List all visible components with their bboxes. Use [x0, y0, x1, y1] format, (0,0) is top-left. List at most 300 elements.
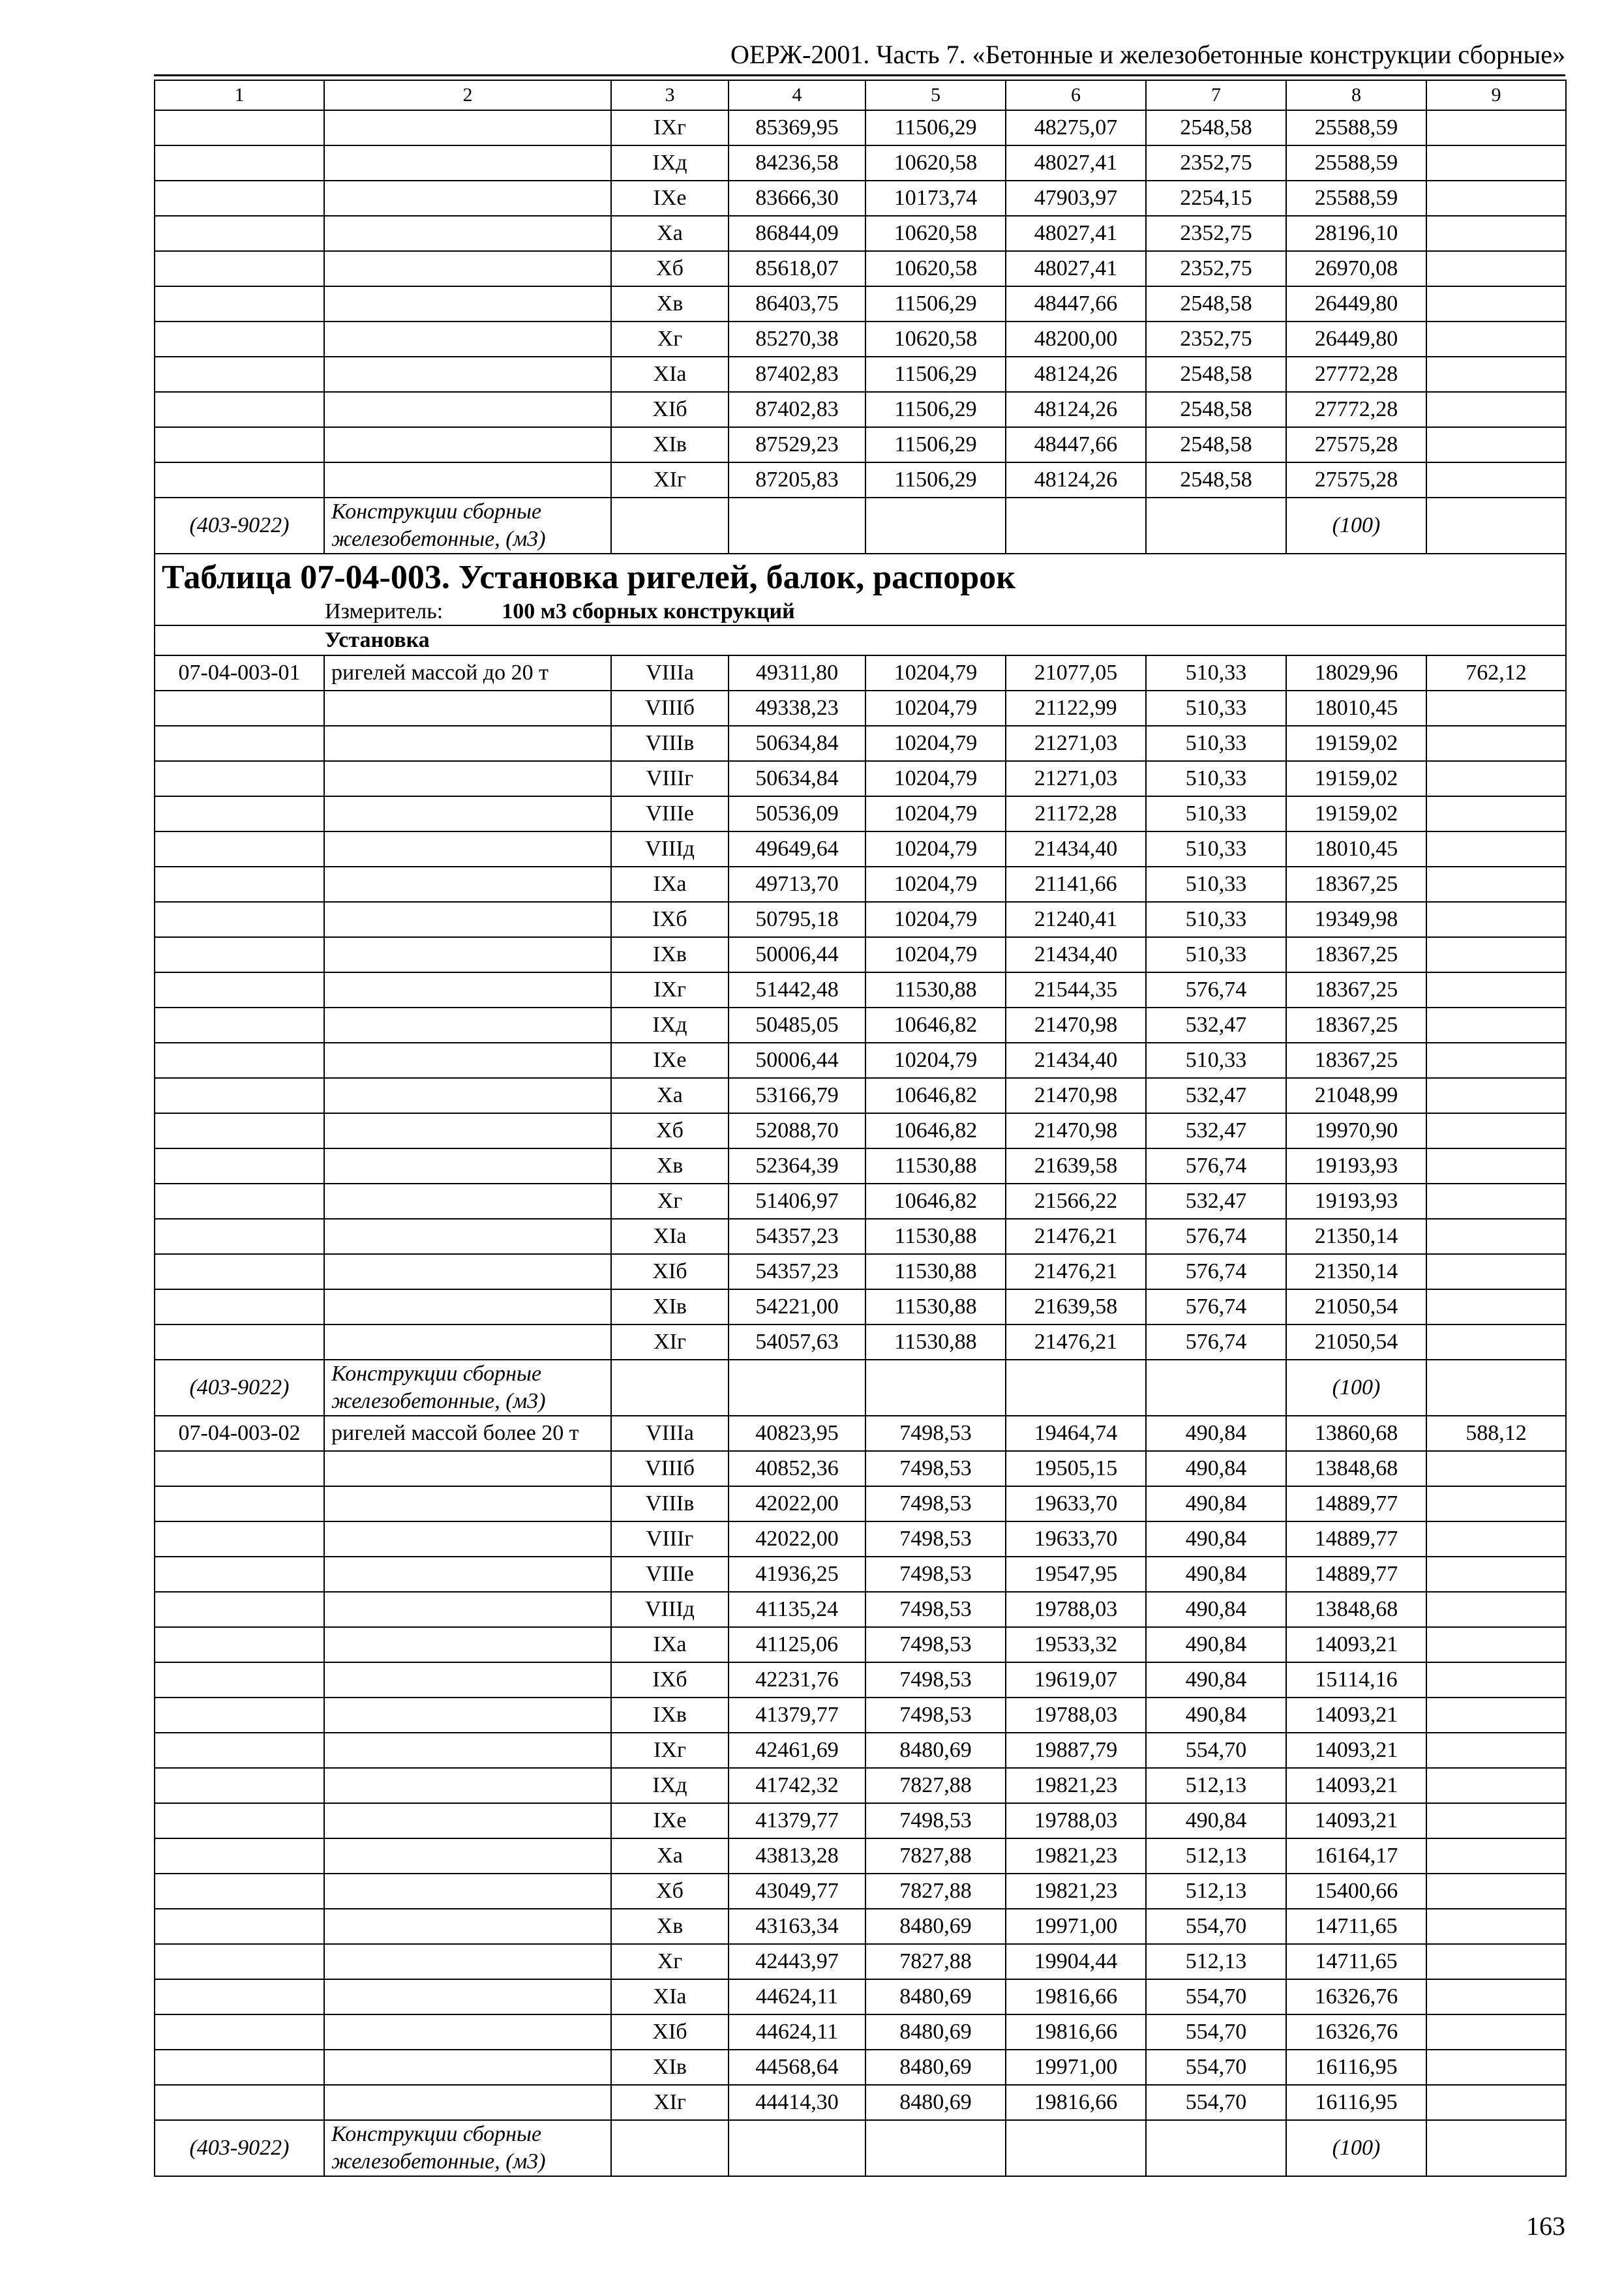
cost-value: 19887,79	[1006, 1733, 1146, 1768]
cost-value: 25588,59	[1286, 181, 1426, 216]
cost-value: 19788,03	[1006, 1698, 1146, 1733]
labor-value	[1426, 1148, 1566, 1184]
cost-value: 43813,28	[729, 1838, 865, 1874]
resource-description	[324, 1360, 611, 1416]
cost-value: 54057,63	[729, 1324, 865, 1360]
cost-value: 10646,82	[865, 1008, 1006, 1043]
cost-value: 490,84	[1146, 1592, 1286, 1627]
cost-value: 86403,75	[729, 286, 865, 322]
table-row	[155, 1557, 1566, 1592]
cost-value: 576,74	[1146, 1324, 1286, 1360]
cost-value: 512,13	[1146, 1838, 1286, 1874]
rate-description	[324, 251, 611, 286]
zone-code: VIIIв	[611, 726, 729, 761]
cost-value: 11506,29	[865, 427, 1006, 462]
cost-value: 18367,25	[1286, 1043, 1426, 1078]
cost-value: 27772,28	[1286, 392, 1426, 427]
empty-cell	[611, 498, 729, 554]
cost-value: 14889,77	[1286, 1521, 1426, 1557]
rate-code	[155, 1909, 324, 1944]
table-row	[155, 867, 1566, 902]
cost-value: 25588,59	[1286, 145, 1426, 181]
cost-value: 42022,00	[729, 1486, 865, 1521]
rate-description	[324, 937, 611, 972]
labor-value	[1426, 1557, 1566, 1592]
cost-value: 48124,26	[1006, 357, 1146, 392]
cost-value: 532,47	[1146, 1008, 1286, 1043]
cost-value: 19821,23	[1006, 1874, 1146, 1909]
cost-value: 490,84	[1146, 1803, 1286, 1838]
labor-value	[1426, 1979, 1566, 2014]
cost-value: 87402,83	[729, 392, 865, 427]
cost-value: 85618,07	[729, 251, 865, 286]
zone-code: Xг	[611, 322, 729, 357]
rate-description: ригелей массой до 20 т	[324, 655, 611, 691]
cost-value: 48275,07	[1006, 110, 1146, 145]
cost-value: 10204,79	[865, 867, 1006, 902]
labor-value	[1426, 1662, 1566, 1698]
cost-value: 2352,75	[1146, 322, 1286, 357]
cost-value: 48200,00	[1006, 322, 1146, 357]
rate-description	[324, 1078, 611, 1113]
rate-description	[324, 1662, 611, 1698]
rate-code	[155, 1219, 324, 1254]
cost-value: 41135,24	[729, 1592, 865, 1627]
cost-value: 11506,29	[865, 392, 1006, 427]
cost-value: 51406,97	[729, 1184, 865, 1219]
cost-value: 19159,02	[1286, 796, 1426, 831]
zone-code: XIг	[611, 462, 729, 498]
rate-code	[155, 1008, 324, 1043]
cost-value: 19821,23	[1006, 1768, 1146, 1803]
cost-value: 27575,28	[1286, 462, 1426, 498]
cost-value: 532,47	[1146, 1113, 1286, 1148]
cost-value: 21077,05	[1006, 655, 1146, 691]
table-row	[155, 392, 1566, 427]
table-row	[155, 2050, 1566, 2085]
cost-value: 21350,14	[1286, 1254, 1426, 1289]
cost-value: 16164,17	[1286, 1838, 1426, 1874]
zone-code: IXд	[611, 1768, 729, 1803]
labor-value	[1426, 357, 1566, 392]
cost-value: 8480,69	[865, 1979, 1006, 2014]
cost-value: 21434,40	[1006, 1043, 1146, 1078]
cost-value: 10620,58	[865, 145, 1006, 181]
cost-value: 8480,69	[865, 2085, 1006, 2120]
labor-value: 588,12	[1426, 1416, 1566, 1451]
cost-value: 41379,77	[729, 1803, 865, 1838]
zone-code: Xа	[611, 1838, 729, 1874]
rate-description	[324, 902, 611, 937]
rate-description	[324, 726, 611, 761]
subsection-title: Установка	[325, 628, 430, 652]
cost-value: 510,33	[1146, 761, 1286, 796]
cost-value: 21476,21	[1006, 1219, 1146, 1254]
table-row	[155, 216, 1566, 251]
resource-footer-row	[155, 1360, 1566, 1416]
cost-value: 15114,16	[1286, 1662, 1426, 1698]
cost-value: 42231,76	[729, 1662, 865, 1698]
cost-value: 21350,14	[1286, 1219, 1426, 1254]
cost-value: 43163,34	[729, 1909, 865, 1944]
labor-value	[1426, 2014, 1566, 2050]
cost-value: 19159,02	[1286, 761, 1426, 796]
table-row	[155, 145, 1566, 181]
table-row	[155, 1113, 1566, 1148]
cost-value: 510,33	[1146, 867, 1286, 902]
table-row	[155, 726, 1566, 761]
cost-value: 2352,75	[1146, 251, 1286, 286]
table-row	[155, 1008, 1566, 1043]
cost-value: 18367,25	[1286, 937, 1426, 972]
cost-value: 54221,00	[729, 1289, 865, 1324]
rate-code	[155, 1113, 324, 1148]
resource-quantity: (100)	[1286, 498, 1426, 554]
cost-value: 27575,28	[1286, 427, 1426, 462]
zone-code: XIа	[611, 357, 729, 392]
zone-code: VIIIд	[611, 831, 729, 867]
labor-value	[1426, 1113, 1566, 1148]
rates-table-body	[155, 80, 1566, 2176]
table-row	[155, 1416, 1566, 1451]
zone-code: IXа	[611, 867, 729, 902]
zone-code: IXд	[611, 145, 729, 181]
cost-value: 44414,30	[729, 2085, 865, 2120]
cost-value: 19904,44	[1006, 1944, 1146, 1979]
section-header	[155, 554, 1566, 625]
table-row	[155, 1043, 1566, 1078]
cost-value: 16116,95	[1286, 2050, 1426, 2085]
cost-value: 21141,66	[1006, 867, 1146, 902]
cost-value: 7827,88	[865, 1874, 1006, 1909]
table-row	[155, 1078, 1566, 1113]
cost-value: 11506,29	[865, 286, 1006, 322]
rate-description	[324, 1909, 611, 1944]
rate-description	[324, 322, 611, 357]
cost-value: 16326,76	[1286, 1979, 1426, 2014]
cost-value: 512,13	[1146, 1874, 1286, 1909]
cost-value: 19821,23	[1006, 1838, 1146, 1874]
cost-value: 510,33	[1146, 691, 1286, 726]
cost-value: 490,84	[1146, 1416, 1286, 1451]
labor-value	[1426, 1627, 1566, 1662]
table-row	[155, 691, 1566, 726]
rate-code	[155, 110, 324, 145]
cost-value: 13860,68	[1286, 1416, 1426, 1451]
subsection-cell	[155, 625, 1566, 655]
resource-desc-line: Конструкции сборные	[331, 1362, 542, 1386]
labor-value	[1426, 2085, 1566, 2120]
cost-value: 83666,30	[729, 181, 865, 216]
rate-code	[155, 691, 324, 726]
table-row	[155, 2085, 1566, 2120]
table-row	[155, 1451, 1566, 1486]
rate-code	[155, 1451, 324, 1486]
rate-description	[324, 1043, 611, 1078]
column-number: 8	[1286, 80, 1426, 110]
cost-value: 490,84	[1146, 1451, 1286, 1486]
rate-description	[324, 796, 611, 831]
table-row	[155, 1184, 1566, 1219]
rate-description	[324, 181, 611, 216]
zone-code: XIг	[611, 1324, 729, 1360]
cost-value: 40823,95	[729, 1416, 865, 1451]
rate-description	[324, 1803, 611, 1838]
table-row	[155, 110, 1566, 145]
cost-value: 49311,80	[729, 655, 865, 691]
cost-value: 19193,93	[1286, 1148, 1426, 1184]
resource-code: (403-9022)	[155, 1360, 324, 1416]
cost-value: 21434,40	[1006, 937, 1146, 972]
table-row	[155, 1148, 1566, 1184]
rate-code	[155, 181, 324, 216]
cost-value: 2548,58	[1146, 286, 1286, 322]
cost-value: 10173,74	[865, 181, 1006, 216]
cost-value: 19970,90	[1286, 1113, 1426, 1148]
labor-value	[1426, 1289, 1566, 1324]
table-row	[155, 462, 1566, 498]
empty-cell	[1426, 2120, 1566, 2176]
resource-desc-line: железобетонные, (м3)	[331, 2149, 546, 2174]
labor-value	[1426, 1838, 1566, 1874]
cost-value: 554,70	[1146, 2085, 1286, 2120]
table-row	[155, 1521, 1566, 1557]
rate-code	[155, 251, 324, 286]
labor-value	[1426, 251, 1566, 286]
cost-value: 13848,68	[1286, 1451, 1426, 1486]
resource-quantity: (100)	[1286, 1360, 1426, 1416]
empty-cell	[1426, 498, 1566, 554]
cost-value: 42443,97	[729, 1944, 865, 1979]
rates-table	[154, 80, 1567, 2177]
table-row	[155, 1803, 1566, 1838]
table-row	[155, 1909, 1566, 1944]
rate-code	[155, 1184, 324, 1219]
cost-value: 490,84	[1146, 1486, 1286, 1521]
cost-value: 14093,21	[1286, 1733, 1426, 1768]
cost-value: 10620,58	[865, 216, 1006, 251]
labor-value	[1426, 427, 1566, 462]
section-header-row	[155, 554, 1566, 625]
cost-value: 7498,53	[865, 1451, 1006, 1486]
cost-value: 10620,58	[865, 251, 1006, 286]
zone-code: XIв	[611, 1289, 729, 1324]
table-row	[155, 357, 1566, 392]
labor-value	[1426, 937, 1566, 972]
rate-description	[324, 1254, 611, 1289]
rate-code	[155, 1733, 324, 1768]
labor-value	[1426, 761, 1566, 796]
rate-code	[155, 462, 324, 498]
rate-code	[155, 1627, 324, 1662]
table-row	[155, 251, 1566, 286]
cost-value: 512,13	[1146, 1944, 1286, 1979]
cost-value: 84236,58	[729, 145, 865, 181]
rate-code	[155, 1557, 324, 1592]
cost-value: 85270,38	[729, 322, 865, 357]
cost-value: 7827,88	[865, 1768, 1006, 1803]
cost-value: 50006,44	[729, 1043, 865, 1078]
rate-code	[155, 902, 324, 937]
cost-value: 15400,66	[1286, 1874, 1426, 1909]
rate-code	[155, 216, 324, 251]
cost-value: 21476,21	[1006, 1324, 1146, 1360]
cost-value: 2548,58	[1146, 392, 1286, 427]
rate-description	[324, 1184, 611, 1219]
cost-value: 26970,08	[1286, 251, 1426, 286]
empty-cell	[1006, 498, 1146, 554]
rate-code	[155, 145, 324, 181]
cost-value: 7498,53	[865, 1803, 1006, 1838]
cost-value: 10204,79	[865, 831, 1006, 867]
zone-code: VIIIг	[611, 761, 729, 796]
cost-value: 11506,29	[865, 110, 1006, 145]
table-row	[155, 1627, 1566, 1662]
rate-code	[155, 937, 324, 972]
empty-cell	[1146, 2120, 1286, 2176]
zone-code: IXб	[611, 1662, 729, 1698]
cost-value: 87205,83	[729, 462, 865, 498]
table-row	[155, 796, 1566, 831]
rate-description	[324, 831, 611, 867]
header-divider	[154, 74, 1565, 76]
cost-value: 554,70	[1146, 2014, 1286, 2050]
cost-value: 21476,21	[1006, 1254, 1146, 1289]
labor-value	[1426, 1768, 1566, 1803]
cost-value: 490,84	[1146, 1557, 1286, 1592]
rate-code	[155, 1078, 324, 1113]
labor-value	[1426, 902, 1566, 937]
labor-value	[1426, 216, 1566, 251]
cost-value: 576,74	[1146, 1254, 1286, 1289]
cost-value: 54357,23	[729, 1254, 865, 1289]
labor-value	[1426, 1184, 1566, 1219]
zone-code: XIв	[611, 2050, 729, 2085]
cost-value: 27772,28	[1286, 357, 1426, 392]
rate-description	[324, 1289, 611, 1324]
table-row	[155, 322, 1566, 357]
labor-value	[1426, 462, 1566, 498]
zone-code: Xг	[611, 1944, 729, 1979]
zone-code: IXд	[611, 1008, 729, 1043]
rate-description	[324, 1557, 611, 1592]
cost-value: 21434,40	[1006, 831, 1146, 867]
cost-value: 7498,53	[865, 1662, 1006, 1698]
zone-code: VIIIа	[611, 1416, 729, 1451]
cost-value: 554,70	[1146, 2050, 1286, 2085]
cost-value: 510,33	[1146, 1043, 1286, 1078]
cost-value: 14711,65	[1286, 1909, 1426, 1944]
cost-value: 44624,11	[729, 1979, 865, 2014]
rate-code	[155, 427, 324, 462]
rate-code: 07-04-003-01	[155, 655, 324, 691]
rate-code	[155, 286, 324, 322]
cost-value: 19816,66	[1006, 2014, 1146, 2050]
cost-value: 14711,65	[1286, 1944, 1426, 1979]
cost-value: 18367,25	[1286, 1008, 1426, 1043]
measure-line	[155, 599, 1565, 625]
rate-description	[324, 1733, 611, 1768]
empty-cell	[1426, 1360, 1566, 1416]
cost-value: 50485,05	[729, 1008, 865, 1043]
cost-value: 19159,02	[1286, 726, 1426, 761]
cost-value: 7498,53	[865, 1592, 1006, 1627]
rate-description	[324, 761, 611, 796]
resource-description	[324, 498, 611, 554]
resource-desc-line: Конструкции сборные	[331, 2122, 542, 2146]
labor-value	[1426, 1521, 1566, 1557]
table-row	[155, 1768, 1566, 1803]
cost-value: 18010,45	[1286, 691, 1426, 726]
rate-description	[324, 2050, 611, 2085]
empty-cell	[865, 1360, 1006, 1416]
zone-code: VIIIг	[611, 1521, 729, 1557]
table-row	[155, 181, 1566, 216]
empty-cell	[1006, 1360, 1146, 1416]
zone-code: IXе	[611, 181, 729, 216]
cost-value: 8480,69	[865, 2050, 1006, 2085]
cost-value: 40852,36	[729, 1451, 865, 1486]
zone-code: Xв	[611, 286, 729, 322]
cost-value: 21639,58	[1006, 1289, 1146, 1324]
rate-code	[155, 796, 324, 831]
labor-value	[1426, 1733, 1566, 1768]
cost-value: 7498,53	[865, 1698, 1006, 1733]
cost-value: 48124,26	[1006, 462, 1146, 498]
cost-value: 19633,70	[1006, 1486, 1146, 1521]
table-row	[155, 286, 1566, 322]
cost-value: 2548,58	[1146, 462, 1286, 498]
rate-code	[155, 726, 324, 761]
cost-value: 50634,84	[729, 761, 865, 796]
cost-value: 10204,79	[865, 1043, 1006, 1078]
rate-description	[324, 867, 611, 902]
zone-code: IXг	[611, 972, 729, 1008]
labor-value	[1426, 1486, 1566, 1521]
rate-code	[155, 1254, 324, 1289]
zone-code: VIIIе	[611, 1557, 729, 1592]
cost-value: 19547,95	[1006, 1557, 1146, 1592]
labor-value	[1426, 1451, 1566, 1486]
cost-value: 7498,53	[865, 1486, 1006, 1521]
resource-desc-line: железобетонные, (м3)	[331, 1389, 546, 1413]
rate-code	[155, 867, 324, 902]
rate-description	[324, 1148, 611, 1184]
rate-description	[324, 110, 611, 145]
rate-code	[155, 1979, 324, 2014]
table-row	[155, 1733, 1566, 1768]
cost-value: 19816,66	[1006, 1979, 1146, 2014]
cost-value: 19533,32	[1006, 1627, 1146, 1662]
labor-value	[1426, 110, 1566, 145]
cost-value: 576,74	[1146, 1148, 1286, 1184]
rate-description	[324, 1324, 611, 1360]
empty-cell	[729, 498, 865, 554]
labor-value	[1426, 286, 1566, 322]
cost-value: 41936,25	[729, 1557, 865, 1592]
cost-value: 7498,53	[865, 1627, 1006, 1662]
table-row	[155, 1838, 1566, 1874]
column-number: 4	[729, 80, 865, 110]
table-row	[155, 761, 1566, 796]
zone-code: Xа	[611, 1078, 729, 1113]
cost-value: 16326,76	[1286, 2014, 1426, 2050]
cost-value: 48027,41	[1006, 145, 1146, 181]
labor-value: 762,12	[1426, 655, 1566, 691]
rate-code	[155, 1486, 324, 1521]
cost-value: 16116,95	[1286, 2085, 1426, 2120]
cost-value: 18029,96	[1286, 655, 1426, 691]
